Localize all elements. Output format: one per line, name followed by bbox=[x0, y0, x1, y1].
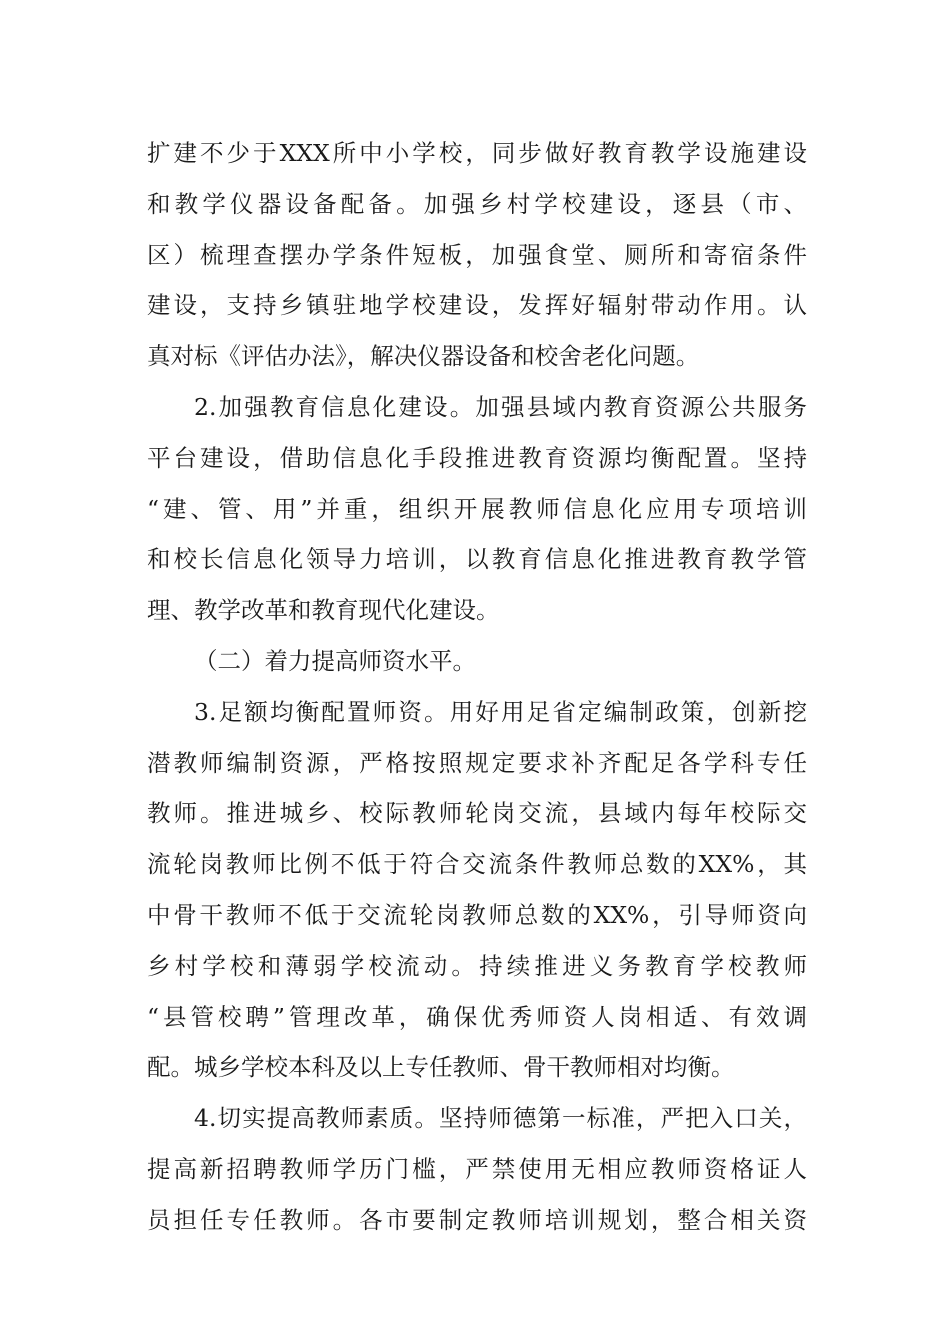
text-line: 4.切实提高教师素质。坚持师德第一标准，严把入口关， bbox=[194, 1104, 807, 1133]
text-line: 区）梳理查摆办学条件短板，加强食堂、厕所和寄宿条件 bbox=[147, 240, 807, 269]
text-line: 员担任专任教师。各市要制定教师培训规划，整合相关资 bbox=[147, 1205, 807, 1234]
text-line: 理、教学改革和教育现代化建设。 bbox=[147, 596, 500, 625]
paragraph-informatization bbox=[147, 382, 807, 636]
text-line: 提高新招聘教师学历门槛，严禁使用无相应教师资格证人 bbox=[147, 1154, 807, 1183]
section-heading bbox=[147, 636, 807, 687]
text-line: 2.加强教育信息化建设。加强县域内教育资源公共服务 bbox=[194, 392, 807, 421]
paragraph-teacher-quality bbox=[147, 1093, 807, 1245]
text-line: 和教学仪器设备配备。加强乡村学校建设，逐县（市、 bbox=[147, 189, 807, 218]
text-line: 乡村学校和薄弱学校流动。持续推进义务教育学校教师 bbox=[147, 951, 807, 980]
text-line: 扩建不少于XXX所中小学校，同步做好教育教学设施建设 bbox=[147, 139, 807, 167]
text-line: 配。城乡学校本科及以上专任教师、骨干教师相对均衡。 bbox=[147, 1053, 735, 1082]
document-body bbox=[147, 128, 807, 1246]
text-line: 建设，支持乡镇驻地学校建设，发挥好辐射带动作用。认 bbox=[147, 291, 807, 320]
text-line: 真对标《评估办法》，解决仪器设备和校舍老化问题。 bbox=[147, 342, 700, 371]
text-line: 和校长信息化领导力培训，以教育信息化推进教育教学管 bbox=[147, 545, 807, 574]
paragraph-teacher-allocation bbox=[147, 687, 807, 1093]
text-line: 潜教师编制资源，严格按照规定要求补齐配足各学科专任 bbox=[147, 748, 807, 777]
text-line: “县管校聘”管理改革，确保优秀师资人岗相适、有效调 bbox=[147, 1002, 807, 1031]
section-heading-text: （二）着力提高师资水平。 bbox=[194, 646, 476, 675]
text-line: 中骨干教师不低于交流轮岗教师总数的XX%，引导师资向 bbox=[147, 900, 807, 929]
paragraph-facility-construction bbox=[147, 128, 807, 382]
text-line: 流轮岗教师比例不低于符合交流条件教师总数的XX%，其 bbox=[147, 850, 807, 879]
text-line: 3.足额均衡配置师资。用好用足省定编制政策，创新挖 bbox=[194, 697, 807, 726]
text-line: 平台建设，借助信息化手段推进教育资源均衡配置。坚持 bbox=[147, 443, 807, 472]
text-line: “建、管、用”并重，组织开展教师信息化应用专项培训 bbox=[147, 494, 807, 523]
text-line: 教师。推进城乡、校际教师轮岗交流，县域内每年校际交 bbox=[147, 799, 807, 828]
